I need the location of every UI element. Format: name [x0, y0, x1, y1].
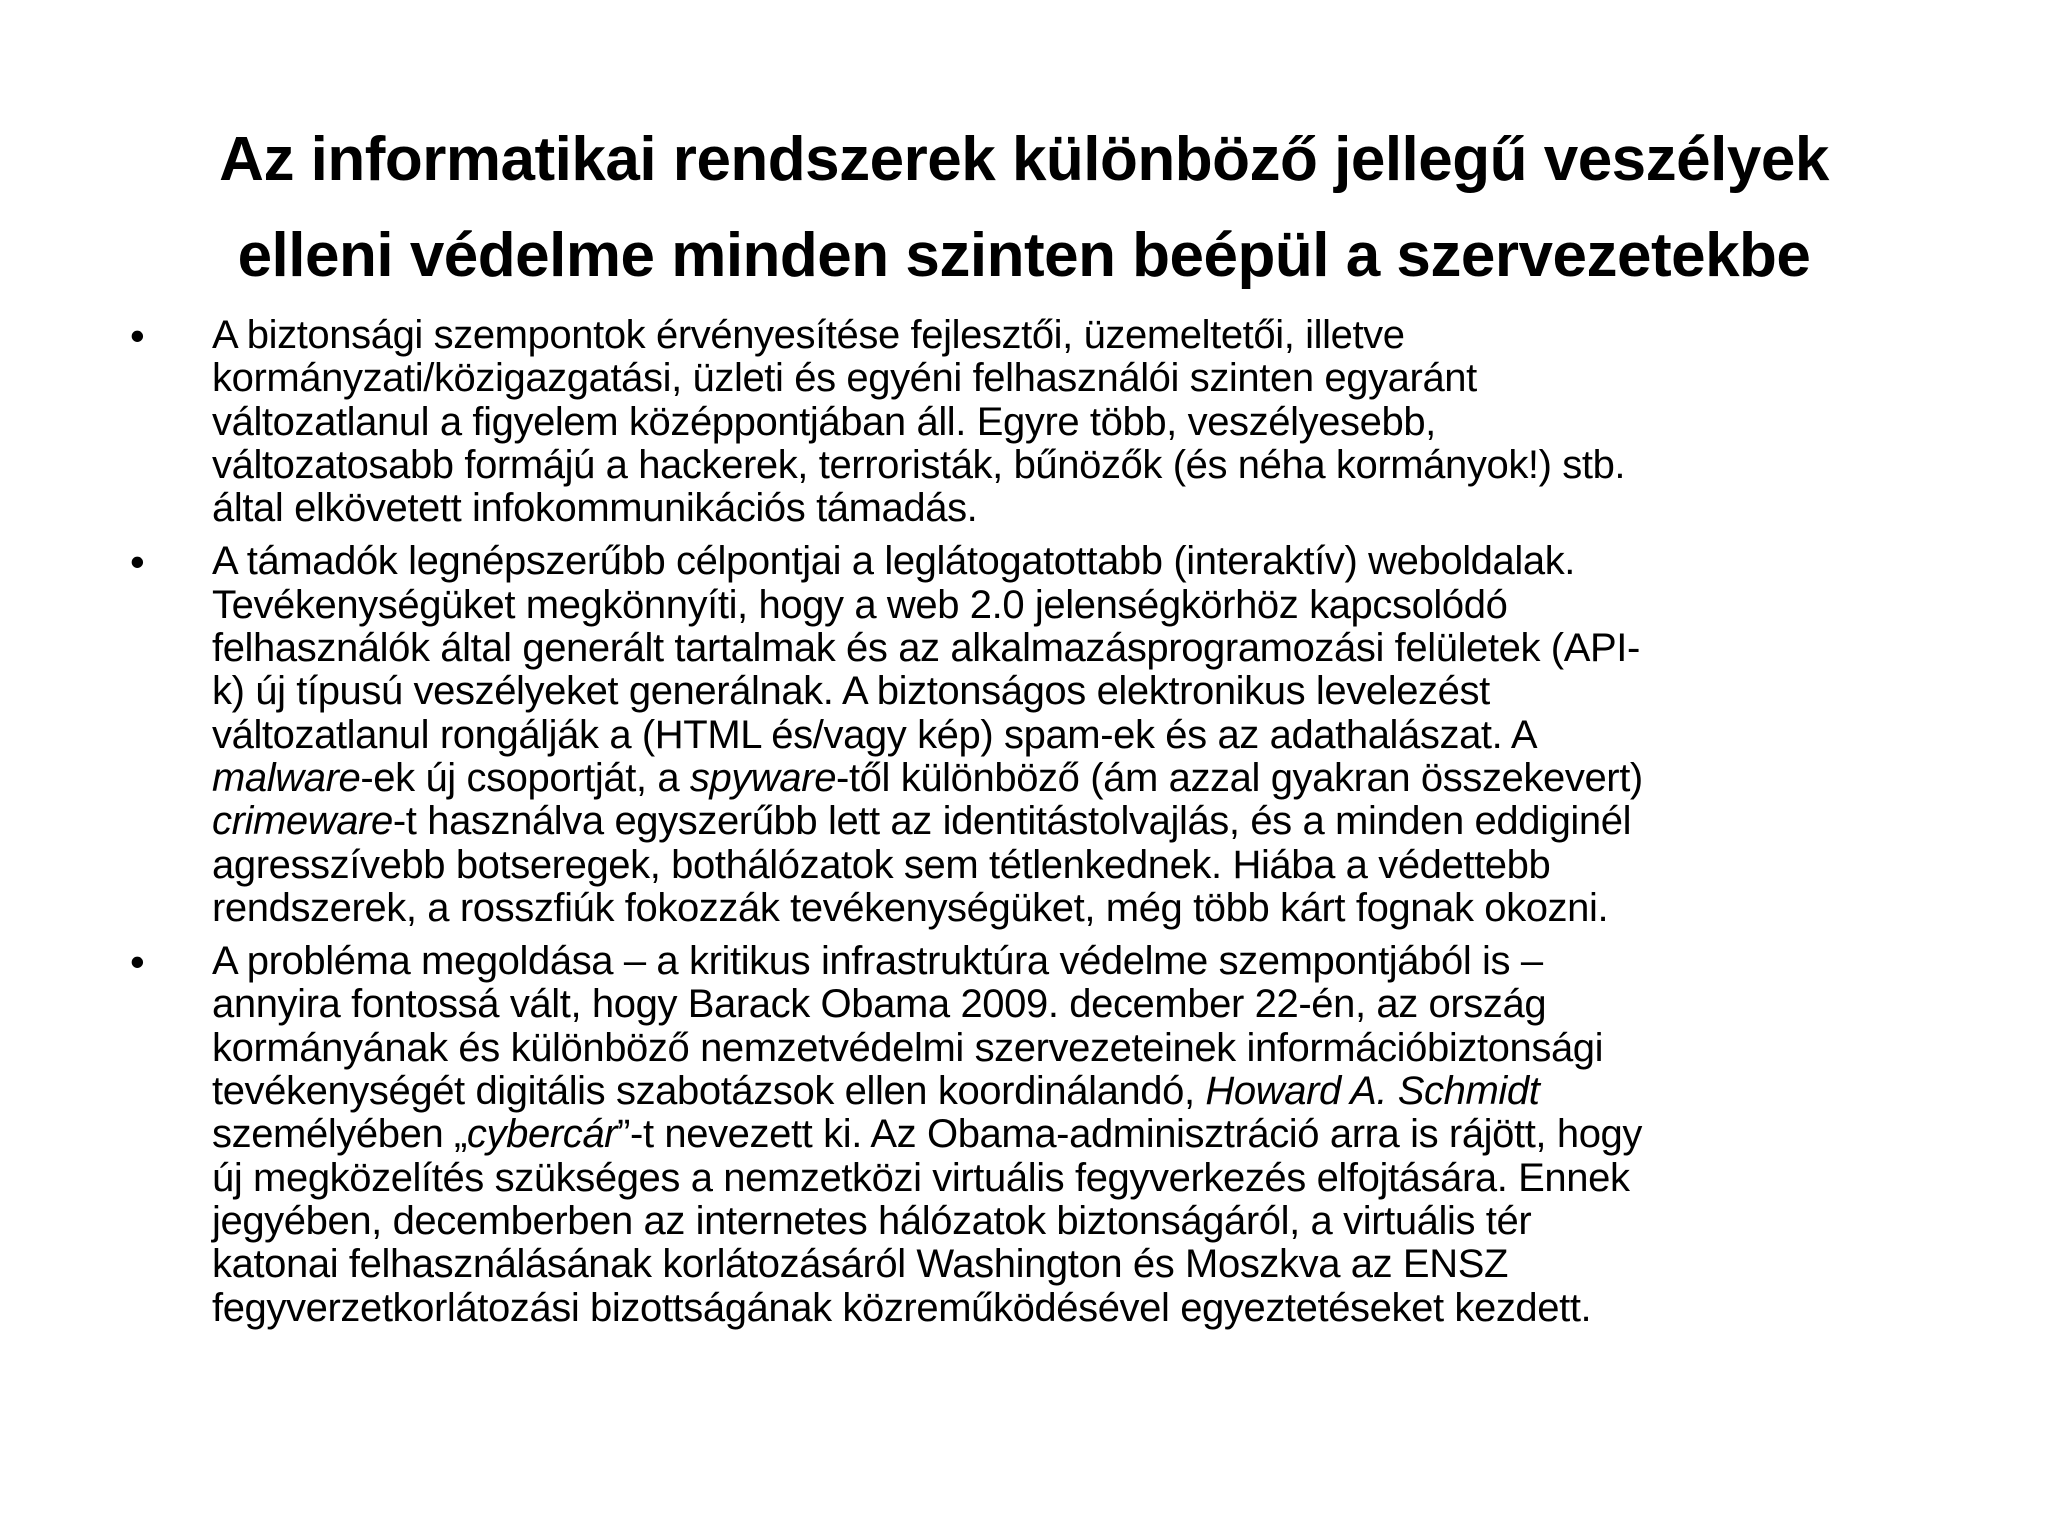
- text-segment: változatosabb formájú a hackerek, terroristák, bűnözők (és néha kormányok!) stb.: [212, 442, 1626, 487]
- italic-term: spyware: [689, 755, 837, 800]
- text-segment: A probléma megoldása – a kritikus infrastruktúra védelme szempontjából is –: [212, 939, 1543, 984]
- text-line: [212, 401, 1980, 444]
- text-segment: kormányzati/közigazgatási, üzleti és egyéni felhasználói szinten egyaránt: [212, 356, 1477, 401]
- italic-term: malware: [212, 755, 361, 800]
- text-line: [212, 670, 1980, 713]
- italic-term: Howard A. Schmidt: [1205, 1069, 1540, 1114]
- bullet-marker: •: [130, 538, 145, 586]
- slide-title-line: elleni védelme minden szinten beépül a szervezetekbe: [237, 221, 1811, 290]
- text-segment: jegyében, decemberben az internetes hálózatok biztonságáról, a virtuális tér: [212, 1198, 1532, 1243]
- text-segment: változatlanul a figyelem középpontjában áll. Egyre több, veszélyesebb,: [212, 399, 1436, 444]
- text-segment: katonai felhasználásának korlátozásáról Washington és Moszkva az ENSZ: [212, 1242, 1509, 1287]
- slide-title: [80, 112, 1968, 304]
- text-segment: személyében „: [212, 1112, 467, 1157]
- italic-term: crimeware: [212, 799, 393, 844]
- text-segment: agresszívebb botseregek, bothálózatok sem tétlenkednek. Hiába a védettebb: [212, 842, 1551, 887]
- text-line: [212, 1070, 1980, 1113]
- text-segment: A támadók legnépszerűbb célpontjai a leglátogatottabb (interaktív) weboldalak.: [212, 539, 1576, 584]
- italic-term: cybercár: [466, 1112, 618, 1157]
- text-segment: annyira fontossá vált, hogy Barack Obama 2009. december 22-én, az ország: [212, 982, 1547, 1027]
- text-line: [212, 1243, 1980, 1286]
- text-line: [212, 1287, 1980, 1330]
- text-segment: A biztonsági szempontok érvényesítése fejlesztői, üzemeltetői, illetve: [212, 313, 1405, 357]
- text-segment: -t használva egyszerűbb lett az identitástolvajlás, és a minden eddiginél: [392, 799, 1632, 844]
- text-segment: tevékenységét digitális szabotázsok ellen koordinálandó,: [212, 1069, 1206, 1114]
- text-segment: fegyverzetkorlátozási bizottságának közreműködésével egyeztetéseket kezdett.: [212, 1285, 1592, 1330]
- text-segment: ”-t nevezett ki. Az Obama-adminisztráció arra is rájött, hogy: [617, 1112, 1642, 1157]
- bullet-item: [130, 314, 1980, 530]
- text-line: [212, 757, 1980, 800]
- bullet-item: [130, 940, 1980, 1330]
- text-line: [212, 887, 1980, 930]
- slide-title-line: Az informatikai rendszerek különböző jellegű veszélyek: [219, 125, 1829, 194]
- text-line: [212, 983, 1980, 1026]
- text-line: [212, 940, 1980, 983]
- text-line: [212, 444, 1980, 487]
- text-segment: kormányának és különböző nemzetvédelmi szervezeteinek információbiztonsági: [212, 1025, 1604, 1070]
- text-line: [212, 627, 1980, 670]
- text-line: [212, 1200, 1980, 1243]
- text-line: [212, 1027, 1980, 1070]
- text-segment: k) új típusú veszélyeket generálnak. A biztonságos elektronikus levelezést: [212, 669, 1490, 714]
- bullet-marker: •: [130, 938, 145, 986]
- bullet-item: [130, 540, 1980, 930]
- text-segment: -től különböző (ám azzal gyakran összekevert): [836, 755, 1643, 800]
- text-segment: -ek új csoportját, a: [360, 755, 690, 800]
- text-line: [212, 1157, 1980, 1200]
- text-segment: Tevékenységüket megkönnyíti, hogy a web 2.0 jelenségkörhöz kapcsolódó: [212, 582, 1508, 627]
- text-segment: felhasználók által generált tartalmak és az alkalmazásprogramozási felületek (API-: [212, 626, 1640, 671]
- bullet-text: [212, 940, 1980, 1330]
- text-line: [212, 487, 1980, 530]
- text-segment: által elkövetett infokommunikációs támadás.: [212, 486, 978, 531]
- text-line: [212, 584, 1980, 627]
- text-line: [212, 844, 1980, 887]
- text-line: [212, 314, 1980, 357]
- text-line: [212, 714, 1980, 757]
- bullet-marker: •: [130, 312, 145, 359]
- text-segment: rendszerek, a rosszfiúk fokozzák tevékenységüket, még több kárt fognak okozni.: [212, 885, 1609, 930]
- text-line: [212, 540, 1980, 583]
- text-line: [212, 800, 1980, 843]
- text-segment: új megközelítés szükséges a nemzetközi virtuális fegyverkezés elfojtására. Ennek: [212, 1155, 1630, 1200]
- bullet-text: [212, 540, 1980, 930]
- text-segment: változatlanul rongálják a (HTML és/vagy kép) spam-ek és az adathalászat. A: [212, 712, 1538, 757]
- text-line: [212, 1113, 1980, 1156]
- text-line: [212, 357, 1980, 400]
- bullet-text: [212, 314, 1980, 530]
- bullet-list: [130, 314, 1980, 1340]
